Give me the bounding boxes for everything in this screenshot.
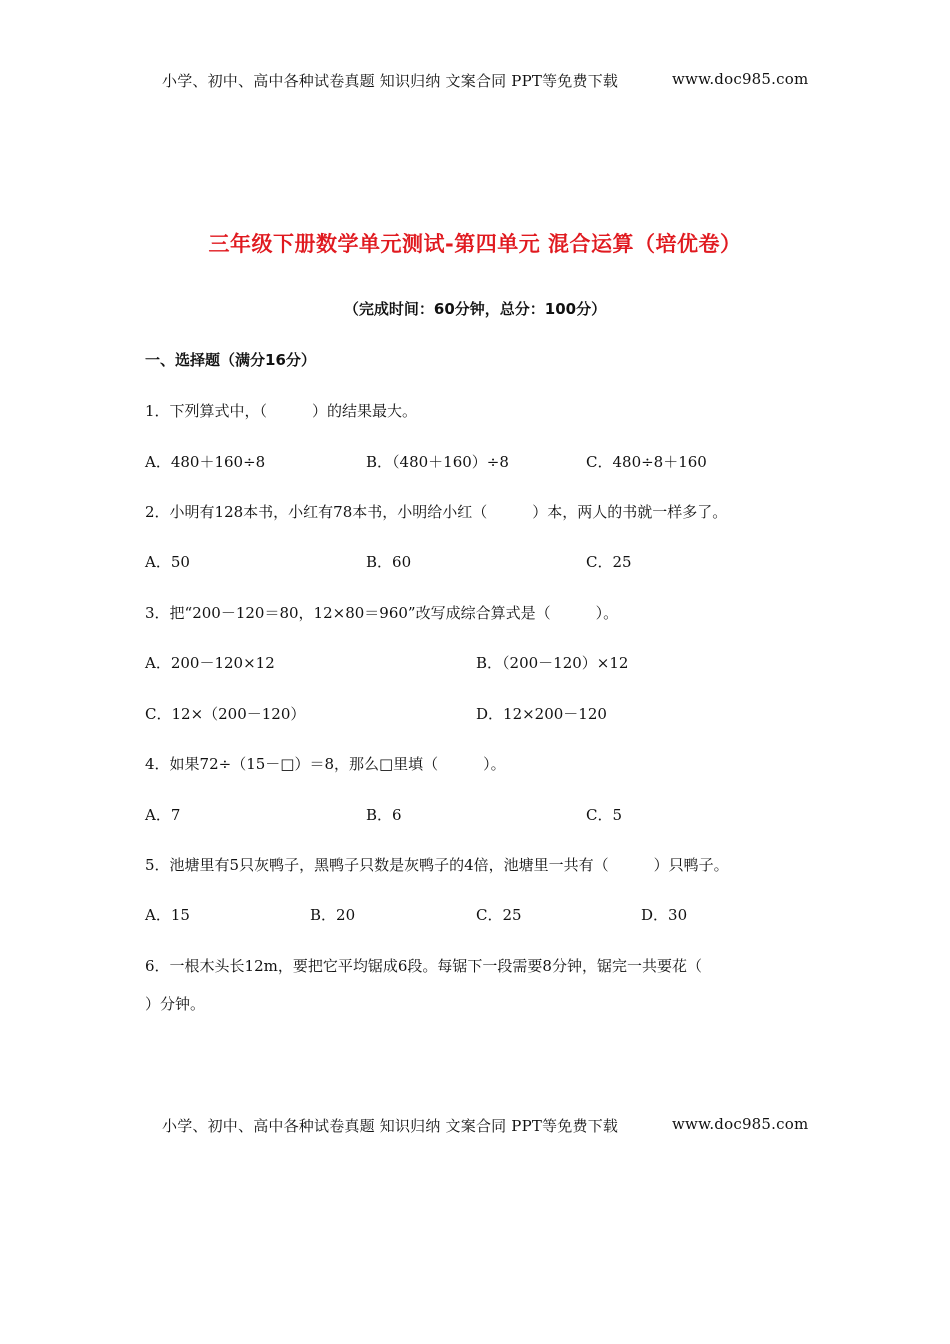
question-stem: 6．一根木头长12m，要把它平均锯成6段。每锯下一段需要8分钟，锯完一共要花（	[145, 957, 702, 975]
option-c: C．480÷8＋160	[586, 453, 707, 471]
option-b: B．20	[310, 906, 356, 924]
option-b: B．（200－120）×12	[476, 654, 629, 672]
header-text: 小学、初中、高中各种试卷真题 知识归纳 文案合同 PPT等免费下载	[162, 72, 619, 90]
question-stem: 2．小明有128本书，小红有78本书，小明给小红（ ）本，两人的书就一样多了。	[145, 503, 728, 521]
question-stem: 4．如果72÷（15－□）＝8，那么□里填（ ）。	[145, 755, 506, 773]
page-title: 三年级下册数学单元测试-第四单元 混合运算（培优卷）	[208, 232, 742, 256]
option-c: C．12×（200－120）	[145, 705, 306, 723]
option-a: A．480＋160÷8	[145, 453, 266, 471]
option-a: A．15	[145, 906, 190, 924]
option-a: A．200－120×12	[145, 654, 275, 672]
question-stem-continuation: ）分钟。	[145, 995, 206, 1013]
page-subtitle: （完成时间：60分钟，总分：100分）	[343, 300, 607, 318]
option-b: B．（480＋160）÷8	[366, 453, 509, 471]
option-c: C．25	[476, 906, 522, 924]
footer-url[interactable]: www.doc985.com	[672, 1115, 809, 1133]
question-stem: 3．把“200－120＝80，12×80＝960”改写成综合算式是（ ）。	[145, 604, 619, 622]
option-d: D．30	[641, 906, 688, 924]
question-stem: 5．池塘里有5只灰鸭子，黑鸭子只数是灰鸭子的4倍，池塘里一共有（ ）只鸭子。	[145, 856, 729, 874]
header-url[interactable]: www.doc985.com	[672, 70, 809, 88]
section-heading: 一、选择题（满分16分）	[145, 351, 316, 369]
option-d: D．12×200－120	[476, 705, 607, 723]
footer-text: 小学、初中、高中各种试卷真题 知识归纳 文案合同 PPT等免费下载	[162, 1117, 619, 1135]
option-a: A．50	[145, 553, 190, 571]
option-b: B．6	[366, 806, 402, 824]
option-c: C．5	[586, 806, 623, 824]
option-b: B．60	[366, 553, 412, 571]
option-c: C．25	[586, 553, 632, 571]
option-a: A．7	[145, 806, 181, 824]
question-stem: 1．下列算式中，（ ）的结果最大。	[145, 402, 418, 420]
